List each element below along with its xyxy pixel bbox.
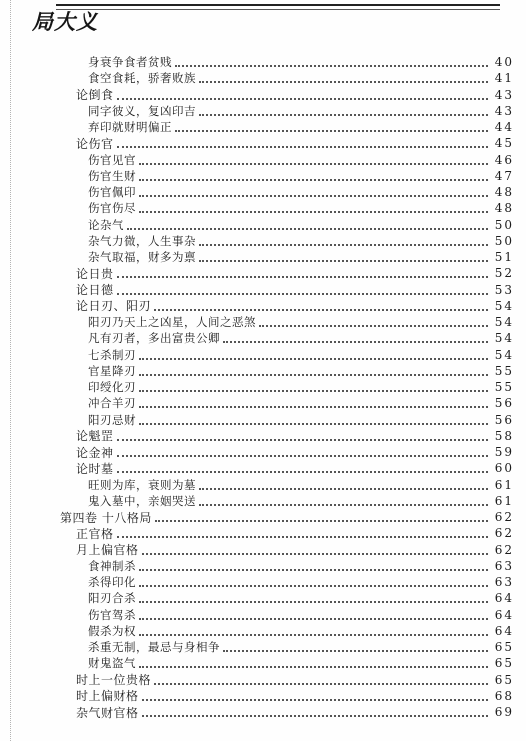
toc-entry[interactable] (0, 477, 526, 493)
toc-entry-title: 阳刃乃天上之凶星，人间之恶煞 (88, 315, 256, 329)
toc-page-number: 54 (494, 331, 514, 346)
toc-entry-line (88, 314, 490, 330)
toc-entry-line (76, 282, 490, 298)
dot-leader (139, 601, 488, 603)
toc-entry-line (88, 168, 490, 184)
dot-leader (139, 634, 488, 636)
toc-entry-title: 旺则为库，衰则为墓 (88, 477, 196, 492)
toc-entry[interactable] (0, 639, 526, 655)
dot-leader (117, 146, 488, 148)
toc-entry-line (88, 623, 490, 639)
toc-entry-title: 论日贵 (76, 266, 114, 281)
toc-entry-title: 弃印就财明偏正 (88, 120, 172, 134)
toc-entry[interactable] (0, 574, 526, 590)
toc-entry[interactable] (0, 282, 526, 298)
toc-entry[interactable] (0, 168, 526, 184)
toc-entry[interactable] (0, 493, 526, 509)
dot-leader (117, 98, 488, 100)
toc-entry-line (88, 558, 490, 574)
toc-entry-title: 伤官生财 (88, 168, 136, 183)
dot-leader (259, 325, 488, 327)
toc-page-number: 54 (494, 298, 514, 313)
toc-entry[interactable] (0, 688, 526, 704)
dot-leader (199, 114, 488, 116)
toc-entry-line (76, 525, 490, 541)
toc-entry-line (88, 54, 490, 70)
header-title: 局大义 (32, 9, 98, 34)
dot-leader (117, 439, 488, 441)
toc-page-number: 68 (494, 688, 514, 703)
toc-entry-title: 伤官伤尽 (88, 201, 136, 216)
toc-entry-title: 阳刃忌财 (88, 412, 136, 427)
table-of-contents (0, 54, 526, 720)
toc-entry-title: 伤官驾杀 (88, 607, 136, 622)
toc-entry[interactable] (0, 655, 526, 671)
toc-page-number: 62 (494, 542, 514, 557)
toc-entry-line (88, 233, 490, 249)
toc-entry-line (88, 200, 490, 216)
toc-entry[interactable] (0, 87, 526, 103)
toc-entry-line (88, 217, 490, 233)
dot-leader (223, 341, 488, 343)
toc-entry[interactable] (0, 103, 526, 119)
toc-entry-line (76, 542, 490, 558)
toc-page-number: 54 (494, 315, 514, 329)
toc-entry-line (88, 152, 490, 168)
toc-entry-line (76, 428, 490, 444)
toc-entry[interactable] (0, 330, 526, 346)
toc-entry[interactable] (0, 70, 526, 86)
dot-leader (139, 618, 488, 620)
toc-entry-title: 同字彼义，复凶印吉 (88, 103, 196, 118)
toc-entry-line (88, 574, 490, 590)
toc-page-number: 45 (494, 136, 514, 151)
toc-entry-line (76, 688, 490, 704)
toc-page-number: 56 (494, 412, 514, 427)
toc-entry-line (76, 135, 490, 151)
toc-entry-title: 正官格 (76, 526, 114, 541)
toc-page-number: 63 (494, 558, 514, 573)
toc-entry-title: 阳刃合杀 (88, 591, 136, 606)
toc-entry[interactable] (0, 184, 526, 200)
toc-entry[interactable] (0, 460, 526, 476)
dot-leader (155, 520, 488, 522)
running-header (30, 0, 500, 40)
toc-page-number: 47 (494, 168, 514, 183)
toc-page-number: 53 (494, 282, 514, 297)
toc-entry[interactable] (0, 54, 526, 70)
toc-entry-line (76, 704, 490, 720)
toc-entry[interactable] (0, 200, 526, 216)
toc-page-number: 61 (494, 493, 514, 508)
toc-page-number: 50 (494, 217, 514, 232)
header-rule-thick (56, 4, 500, 6)
header-rule-thin (56, 9, 500, 10)
toc-page-number: 62 (494, 526, 514, 541)
dot-leader (117, 471, 488, 473)
dot-leader (199, 244, 488, 246)
toc-entry-title: 月上偏官格 (76, 543, 139, 557)
toc-entry-line (88, 249, 490, 265)
toc-entry[interactable] (0, 590, 526, 606)
toc-entry-title: 杀重无制，最忌与身相争 (88, 640, 220, 654)
toc-entry-title: 第四卷 十八格局 (60, 510, 152, 525)
toc-entry-line (88, 184, 490, 200)
toc-entry-line (88, 477, 490, 493)
toc-entry-title: 冲合羊刃 (88, 396, 136, 411)
toc-page-number: 56 (494, 396, 514, 411)
dot-leader (139, 195, 488, 197)
toc-entry-line (88, 379, 490, 395)
toc-entry-title: 论金神 (76, 445, 114, 460)
toc-page-number: 60 (494, 461, 514, 476)
toc-entry-title: 官星降刃 (88, 363, 136, 378)
toc-entry-line (88, 395, 490, 411)
toc-entry[interactable] (0, 395, 526, 411)
toc-entry[interactable] (0, 379, 526, 395)
toc-page-number: 65 (494, 672, 514, 687)
dot-leader (199, 488, 488, 490)
toc-page-number: 58 (494, 428, 514, 443)
dot-leader (142, 699, 488, 701)
toc-entry-title: 论杂气 (88, 217, 124, 232)
toc-entry-title: 论魁罡 (76, 429, 114, 444)
toc-page-number: 54 (494, 347, 514, 362)
toc-page-number: 40 (494, 55, 514, 69)
dot-leader (199, 504, 488, 506)
toc-entry[interactable] (0, 428, 526, 444)
toc-entry-title: 假杀为权 (88, 623, 136, 638)
toc-entry-title: 论日刃、阳刃 (76, 299, 152, 314)
dot-leader (199, 81, 488, 83)
dot-leader (117, 455, 488, 457)
toc-entry-line (76, 444, 490, 460)
toc-entry-line (76, 460, 490, 476)
toc-entry[interactable] (0, 265, 526, 281)
toc-entry[interactable] (0, 298, 526, 314)
dot-leader (139, 374, 488, 376)
dot-leader (139, 179, 488, 181)
dot-leader (117, 276, 488, 278)
dot-leader (139, 390, 488, 392)
toc-entry-title: 杂气财官格 (76, 705, 139, 720)
toc-page-number: 64 (494, 591, 514, 606)
toc-page-number: 43 (494, 87, 514, 102)
toc-entry-title: 凡有刃者，多出富贵公卿 (88, 331, 220, 346)
toc-entry-title: 时上一位贵格 (76, 673, 152, 687)
toc-entry-line (88, 590, 490, 606)
toc-entry-title: 鬼入墓中，亲姻哭送 (88, 493, 196, 508)
toc-page-number: 41 (494, 71, 514, 86)
toc-entry[interactable] (0, 314, 526, 330)
toc-page-number: 51 (494, 250, 514, 264)
dot-leader (139, 358, 488, 360)
toc-page-number: 55 (494, 363, 514, 378)
toc-entry-line (76, 87, 490, 103)
dot-leader (223, 650, 488, 652)
toc-page-number: 43 (494, 103, 514, 118)
toc-entry-line (88, 347, 490, 363)
toc-entry-title: 伤官见官 (88, 152, 136, 167)
dot-leader (142, 715, 488, 717)
dot-leader (139, 423, 488, 425)
dot-leader (175, 130, 488, 132)
toc-page-number: 48 (494, 201, 514, 216)
dot-leader (154, 309, 488, 311)
toc-entry-line (60, 509, 490, 525)
dot-leader (199, 260, 488, 262)
toc-entry-line (88, 119, 490, 135)
toc-entry[interactable] (0, 672, 526, 688)
toc-page-number: 48 (494, 185, 514, 199)
dot-leader (139, 569, 488, 571)
dot-leader (139, 163, 488, 165)
toc-entry[interactable] (0, 623, 526, 639)
dot-leader (117, 293, 488, 295)
toc-entry-line (88, 412, 490, 428)
toc-entry-line (88, 607, 490, 623)
toc-page-number: 65 (494, 656, 514, 671)
toc-entry-line (88, 363, 490, 379)
dot-leader (117, 536, 488, 538)
toc-entry-line (76, 265, 490, 281)
toc-page-number: 65 (494, 640, 514, 654)
toc-entry[interactable] (0, 217, 526, 233)
toc-page-number: 55 (494, 380, 514, 394)
toc-entry[interactable] (0, 119, 526, 135)
toc-entry[interactable] (0, 558, 526, 574)
dot-leader (142, 553, 488, 555)
toc-entry[interactable] (0, 542, 526, 558)
toc-entry-line (88, 655, 490, 671)
toc-entry-line (88, 493, 490, 509)
toc-page-number: 50 (494, 233, 514, 248)
toc-page-number: 64 (494, 623, 514, 638)
toc-entry-line (88, 103, 490, 119)
toc-entry[interactable] (0, 509, 526, 525)
toc-page-number: 62 (494, 510, 514, 524)
toc-entry-title: 论伤官 (76, 136, 114, 151)
toc-entry[interactable] (0, 444, 526, 460)
toc-entry-title: 食神制杀 (88, 558, 136, 573)
toc-page-number: 64 (494, 607, 514, 622)
toc-entry-line (88, 70, 490, 86)
toc-entry-title: 杂气取福，财多为禀 (88, 250, 196, 264)
toc-entry-title: 论日德 (76, 283, 114, 297)
toc-entry[interactable] (0, 525, 526, 541)
toc-entry-title: 食空食耗，骄奢败族 (88, 71, 196, 86)
toc-page-number: 63 (494, 575, 514, 589)
toc-entry[interactable] (0, 347, 526, 363)
toc-page-number: 52 (494, 266, 514, 281)
toc-entry-title: 七杀制刃 (88, 347, 136, 362)
toc-entry[interactable] (0, 152, 526, 168)
toc-entry-title: 伤官佩印 (88, 185, 136, 199)
toc-entry-title: 身衰争食者贫贱 (88, 55, 172, 69)
toc-entry[interactable] (0, 412, 526, 428)
toc-entry[interactable] (0, 607, 526, 623)
toc-entry[interactable] (0, 249, 526, 265)
dot-leader (139, 585, 488, 587)
toc-page-number: 44 (494, 120, 514, 134)
dot-leader (127, 228, 488, 230)
toc-entry[interactable] (0, 233, 526, 249)
toc-entry-title: 印绶化刃 (88, 380, 136, 394)
toc-entry-title: 论时墓 (76, 461, 114, 476)
toc-page-number: 61 (494, 477, 514, 492)
toc-entry-line (76, 672, 490, 688)
toc-entry-title: 时上偏财格 (76, 689, 139, 704)
toc-entry-line (76, 298, 490, 314)
toc-page-number: 69 (494, 705, 514, 719)
toc-entry[interactable] (0, 135, 526, 151)
dot-leader (154, 683, 488, 685)
dot-leader (139, 666, 488, 668)
toc-entry[interactable] (0, 704, 526, 720)
toc-entry-title: 杀得印化 (88, 575, 136, 589)
toc-entry-title: 财鬼盗气 (88, 656, 136, 671)
toc-entry-line (88, 330, 490, 346)
toc-page-number: 46 (494, 152, 514, 167)
dot-leader (139, 406, 488, 408)
toc-entry-line (88, 639, 490, 655)
dot-leader (139, 211, 488, 213)
toc-entry-title: 杂气力微，人生事杂 (88, 233, 196, 248)
dot-leader (175, 65, 488, 67)
toc-page-number: 59 (494, 445, 514, 459)
toc-entry-title: 论倒食 (76, 88, 114, 102)
toc-entry[interactable] (0, 363, 526, 379)
